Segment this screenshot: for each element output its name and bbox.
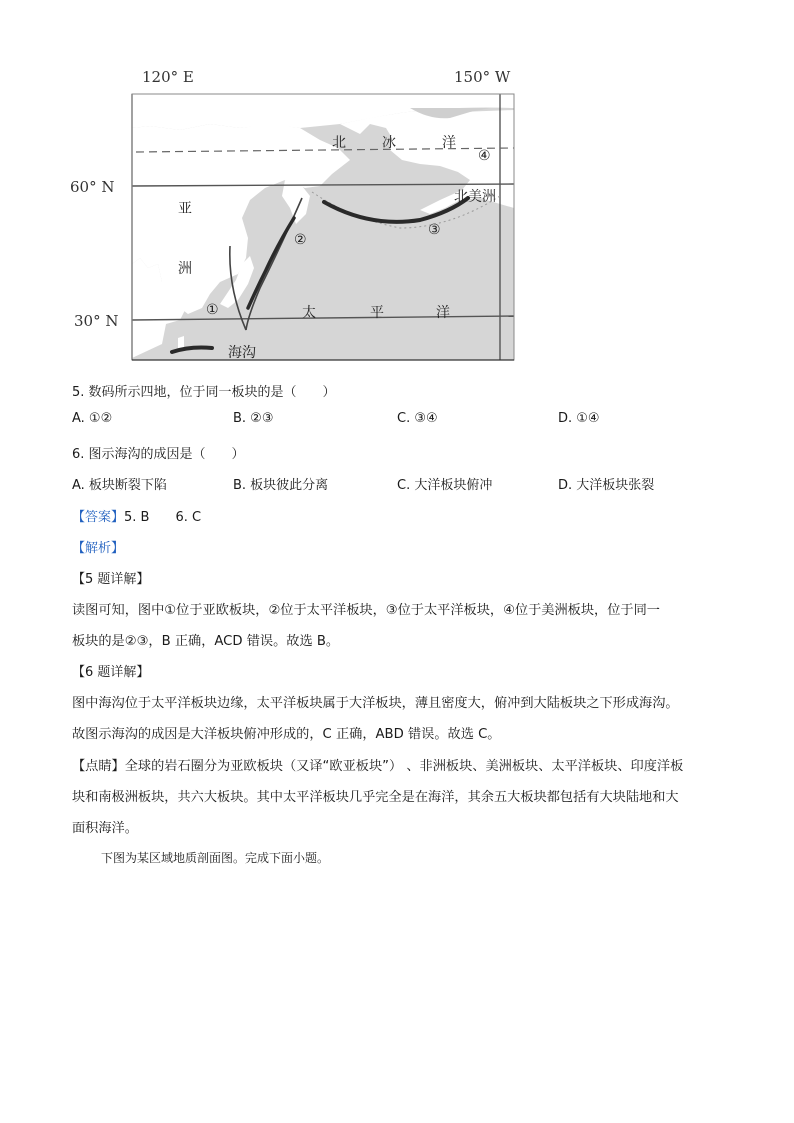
note-tag: 【点睛】 <box>72 759 125 774</box>
note-text-1: 全球的岩石圈分为亚欧板块（又译“欧亚板块”） 、非洲板块、美洲板块、太平洋板块、印度洋板 <box>124 759 684 774</box>
note-line-2: 块和南极洲板块，共六大板块。其中太平洋板块几乎完全是在海洋，其余五大板块都包括有大块陆地和大 <box>72 790 679 805</box>
q6-option-b: B. 板块彼此分离 <box>233 478 329 493</box>
lon-label-120e: 120° E <box>142 68 194 86</box>
note-line-3: 面积海洋。 <box>72 821 138 836</box>
trench-legend-label: 海沟 <box>228 345 256 361</box>
q6-option-c: C. 大洋板块俯冲 <box>397 478 493 493</box>
pacific-label-3: 洋 <box>436 305 450 321</box>
question-6-stem: 6. 图示海沟的成因是（ ） <box>72 447 245 462</box>
q5-option-c: C. ③④ <box>397 411 438 426</box>
detail-6-tag: 【6 题详解】 <box>72 665 150 680</box>
analysis-tag: 【解析】 <box>72 541 125 556</box>
asia-label-1: 亚 <box>178 201 192 217</box>
pacific-label-2: 平 <box>370 305 384 321</box>
lat-label-30n: 30° N <box>74 312 119 330</box>
detail-5-tag: 【5 题详解】 <box>72 572 150 587</box>
q5-option-d: D. ①④ <box>558 411 600 426</box>
arctic-label-2: 冰 <box>382 135 396 151</box>
note-line-1 <box>72 755 683 774</box>
marker-1: ① <box>206 302 219 318</box>
answer-tag: 【答案】 <box>72 510 125 525</box>
arctic-label-1: 北 <box>332 135 346 151</box>
q5-option-a: A. ①② <box>72 411 113 426</box>
marker-4: ④ <box>478 148 491 164</box>
q5-option-b: B. ②③ <box>233 411 274 426</box>
detail-5-line-1: 读图可知，图中①位于亚欧板块，②位于太平洋板块，③位于太平洋板块，④位于美洲板块，位于同一 <box>72 603 660 618</box>
detail-6-line-1: 图中海沟位于太平洋板块边缘，太平洋板块属于大洋板块，薄且密度大，俯冲到大陆板块之下形成海沟。 <box>72 696 679 711</box>
map-graphic <box>70 68 540 370</box>
q6-option-d: D. 大洋板块张裂 <box>558 478 655 493</box>
q6-option-a: A. 板块断裂下陷 <box>72 478 167 493</box>
next-question-intro: 下图为某区域地质剖面图。完成下面小题。 <box>101 851 330 865</box>
lat-label-60n: 60° N <box>70 178 115 196</box>
map-figure <box>70 68 540 370</box>
answer-text: 5. B 6. C <box>124 510 202 525</box>
asia-label-2: 洲 <box>178 261 192 277</box>
north-america-label: 北美洲 <box>454 189 496 205</box>
marker-2: ② <box>294 232 307 248</box>
marker-3: ③ <box>428 222 441 238</box>
lon-label-150w: 150° W <box>454 68 511 86</box>
arctic-label-3: 洋 <box>442 135 456 151</box>
detail-6-line-2: 故图示海沟的成因是大洋板块俯冲形成的，C 正确，ABD 错误。故选 C。 <box>72 727 501 742</box>
detail-5-line-2: 板块的是②③，B 正确，ACD 错误。故选 B。 <box>72 634 340 649</box>
answer-line <box>72 506 201 525</box>
pacific-label-1: 太 <box>302 305 316 321</box>
question-5-stem: 5. 数码所示四地，位于同一板块的是（ ） <box>72 385 336 400</box>
